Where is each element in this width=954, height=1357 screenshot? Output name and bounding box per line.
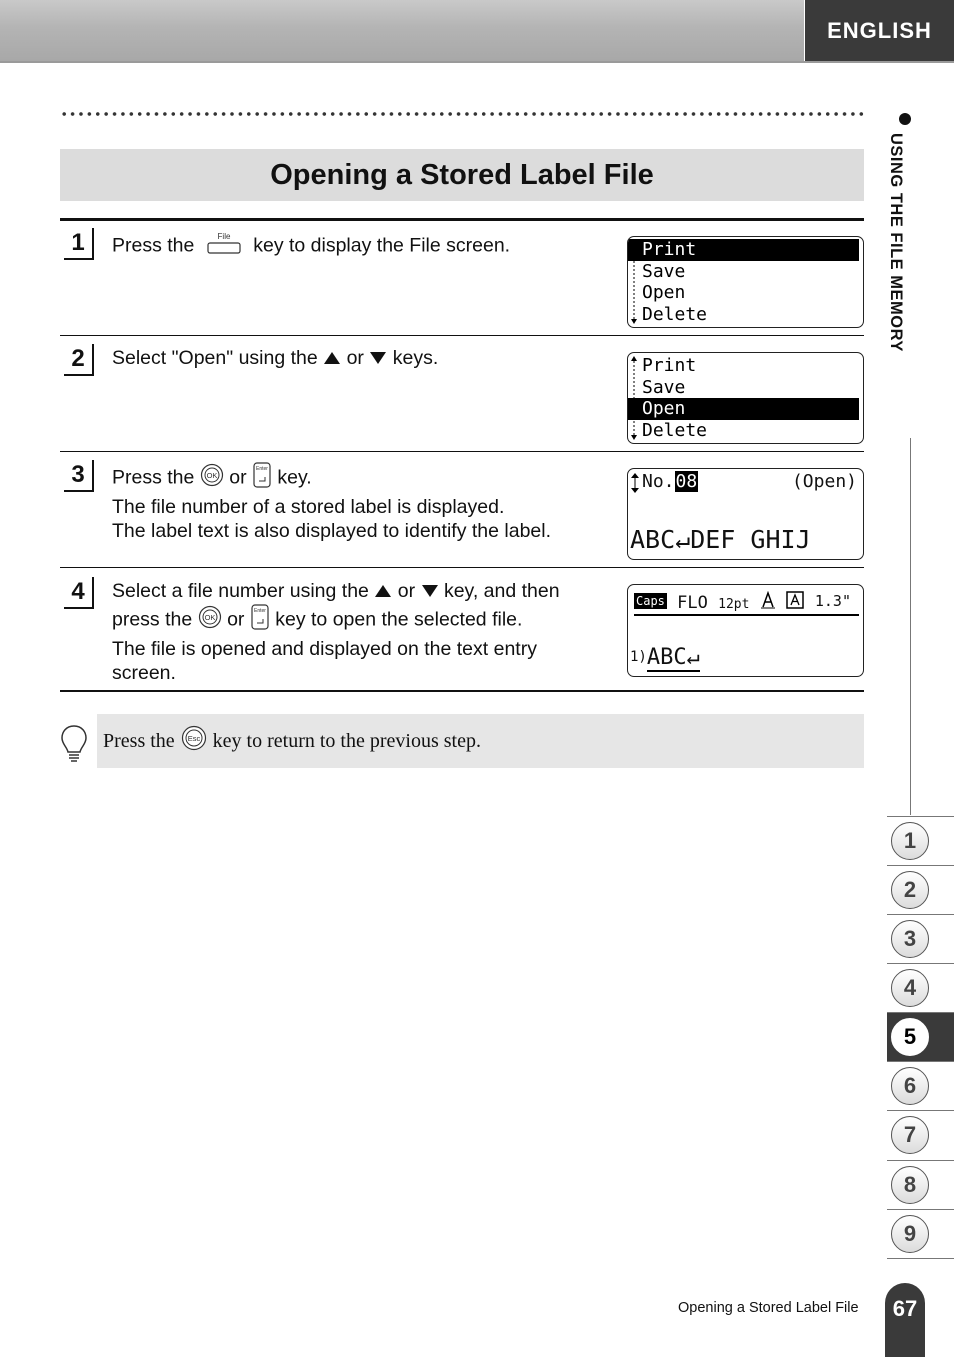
step-number: 4: [64, 577, 94, 609]
step-divider: [60, 451, 864, 452]
chapter-number: 1: [891, 822, 929, 860]
ok-key-icon: [200, 463, 224, 494]
page-number: 67: [892, 1296, 918, 1321]
chapter-tab-5[interactable]: [887, 1012, 954, 1061]
step-text-fragment: key to display the File screen.: [253, 234, 511, 257]
dotted-separator: [60, 111, 865, 117]
lcd-screen-file-number: [627, 468, 864, 560]
lcd-line-number-icon: 1): [630, 649, 647, 665]
step-3-line-2: The file number of a stored label is displayed.: [112, 495, 505, 518]
step-divider: [60, 567, 864, 568]
file-key-icon: [206, 230, 242, 263]
enter-key-label: Enter: [256, 466, 268, 472]
lcd-screen-text-entry: [627, 584, 864, 677]
step-4-text: [112, 579, 560, 686]
esc-key-icon: [181, 725, 207, 757]
chapter-number: 8: [891, 1166, 929, 1204]
step-number: 1: [64, 228, 94, 260]
chapter-tab-4[interactable]: [887, 963, 954, 1012]
tip-box: [97, 714, 864, 768]
lcd-screen-file-menu: [627, 236, 864, 328]
step-4-line-3: The file is opened and displayed on the text entry: [112, 637, 537, 660]
step-text-fragment: key.: [277, 466, 312, 489]
step-text-fragment: or: [227, 608, 245, 631]
step-number: 3: [64, 460, 94, 492]
chapter-tab-3[interactable]: [887, 914, 954, 963]
frame-style-icon: [786, 591, 804, 615]
lcd-font-indicator: FLO: [677, 593, 708, 613]
enter-key-icon: [252, 462, 272, 495]
step-text-fragment: or: [229, 466, 247, 489]
down-arrow-key-icon: [421, 580, 439, 605]
table-bottom-rule: [60, 690, 864, 692]
lcd-file-number-label: No.: [642, 471, 675, 492]
step-number: 2: [64, 344, 94, 376]
down-arrow-key-icon: [369, 347, 387, 372]
step-text-fragment: Press the: [112, 234, 195, 257]
lcd-menu-item: Open: [628, 398, 859, 420]
lcd-menu-item: Save: [642, 376, 686, 398]
step-1-text: [112, 230, 510, 263]
step-text-fragment: key, and then: [443, 580, 560, 602]
header-divider: [0, 61, 954, 63]
step-text-fragment: or: [397, 580, 416, 602]
chapter-number: 4: [891, 969, 929, 1007]
page-number-tab: [885, 1283, 925, 1357]
lcd-size-indicator: 12pt: [718, 597, 750, 612]
ok-key-icon: [198, 605, 222, 636]
up-arrow-key-icon: [323, 347, 341, 372]
lcd-entry-text: ABC↵: [646, 645, 700, 670]
enter-key-icon: [250, 604, 270, 637]
lcd-file-number-value: 08: [675, 471, 698, 492]
ok-key-label: OK: [204, 613, 216, 623]
enter-key-label: Enter: [253, 608, 266, 615]
esc-key-label: Esc: [187, 734, 200, 743]
step-text-fragment: Press the: [112, 466, 195, 489]
chapter-tab-7[interactable]: [887, 1110, 954, 1159]
lcd-menu-item: Print: [642, 355, 697, 376]
step-text-fragment: Select "Open" using the: [112, 347, 318, 369]
chapter-number: 3: [891, 920, 929, 958]
lcd-menu-item: Open: [642, 282, 686, 303]
chapter-tab-8[interactable]: [887, 1160, 954, 1209]
step-2-text: [112, 346, 438, 371]
chapter-number: 7: [891, 1116, 929, 1154]
step-text-fragment: Select a file number using the: [112, 580, 369, 602]
text-style-icon: [760, 591, 776, 615]
language-label: ENGLISH: [827, 17, 932, 43]
lcd-mode-label: (Open): [791, 471, 857, 492]
ok-key-label: OK: [206, 471, 218, 480]
step-divider: [60, 335, 864, 336]
lcd-screen-file-menu-open: [627, 352, 864, 444]
step-4-line-4: screen.: [112, 662, 176, 685]
file-key-label: File: [217, 232, 231, 241]
lcd-menu-item: Save: [642, 260, 686, 282]
language-tab: [805, 0, 954, 61]
step-3-text: [112, 462, 551, 544]
tip-text-fragment: key to return to the previous step.: [212, 729, 481, 752]
footer-running-title: Opening a Stored Label File: [678, 1300, 859, 1316]
chapter-tab-1[interactable]: [887, 816, 954, 865]
up-arrow-key-icon: [374, 580, 392, 605]
page-title: Opening a Stored Label File: [270, 158, 654, 191]
chapter-tab-2[interactable]: [887, 865, 954, 914]
chapter-number: 6: [891, 1067, 929, 1105]
table-top-rule: [60, 218, 864, 221]
section-label: USING THE FILE MEMORY: [887, 133, 905, 352]
step-text-fragment: press the: [112, 608, 193, 631]
lcd-caps-indicator: Caps: [636, 594, 665, 608]
lcd-menu-item: Delete: [642, 419, 708, 441]
title-banner: [60, 149, 864, 201]
chapter-number: 9: [891, 1215, 929, 1253]
step-text-fragment: or: [346, 347, 364, 369]
up-down-arrows-icon: [631, 473, 639, 493]
step-3-line-3: The label text is also displayed to identify the label.: [112, 520, 552, 542]
lcd-menu-item: Delete: [642, 303, 708, 325]
chapter-number: 2: [891, 871, 929, 909]
chapter-tab-9[interactable]: [887, 1209, 954, 1259]
step-text-fragment: keys.: [392, 347, 439, 369]
tip-text-fragment: Press the: [103, 729, 175, 752]
header-gradient-bar: [0, 0, 804, 61]
section-bullet-icon: [899, 113, 911, 125]
lcd-menu-item: Print: [628, 239, 859, 261]
chapter-number: 5: [891, 1018, 929, 1056]
lightbulb-hint-icon: [60, 724, 88, 764]
chapter-tab-6[interactable]: [887, 1061, 954, 1110]
side-divider: [910, 438, 911, 815]
step-text-fragment: key to open the selected file.: [275, 608, 523, 631]
lcd-length-indicator: 1.3": [814, 592, 851, 610]
lcd-label-text: ABC↵DEF GHIJ: [630, 525, 811, 554]
